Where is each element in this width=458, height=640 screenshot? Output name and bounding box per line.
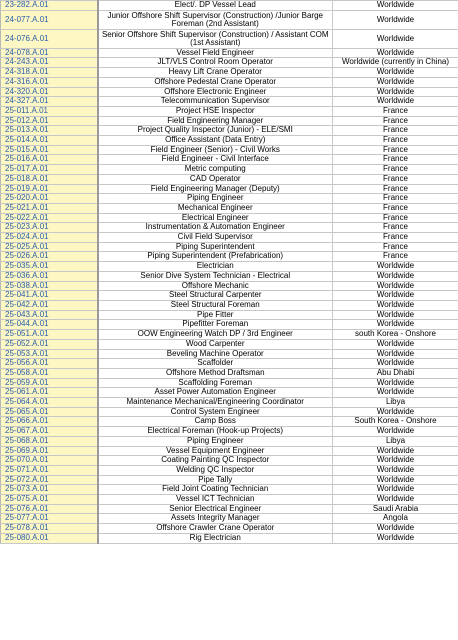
job-reference-link[interactable]: 25-021.A.01 [1,203,98,213]
job-reference-link[interactable]: 25-066.A.01 [1,417,98,427]
job-location-cell: Worldwide [333,339,458,349]
job-title-cell: Scaffolder [98,359,333,369]
job-reference-link[interactable]: 25-053.A.01 [1,349,98,359]
table-row [1,368,458,378]
job-location-cell: Worldwide [333,524,458,534]
job-reference-link[interactable]: 25-078.A.01 [1,524,98,534]
job-location-cell: Worldwide [333,378,458,388]
job-location-cell: Worldwide [333,485,458,495]
table-row [1,184,458,194]
table-row [1,533,458,543]
job-location-cell: France [333,242,458,252]
job-location-cell: south Korea - Onshore [333,330,458,340]
job-title-cell: Pipe Fitter [98,310,333,320]
job-title-cell: Control System Engineer [98,407,333,417]
job-title-cell: Elect/. DP Vessel Lead [98,1,333,11]
job-location-cell: Worldwide [333,77,458,87]
table-row [1,281,458,291]
job-location-cell: South Korea - Onshore [333,417,458,427]
job-location-cell: France [333,213,458,223]
job-location-cell: Worldwide [333,407,458,417]
job-reference-link[interactable]: 24-243.A.01 [1,58,98,68]
table-row [1,417,458,427]
job-reference-link[interactable]: 25-075.A.01 [1,495,98,505]
job-reference-link[interactable]: 25-080.A.01 [1,533,98,543]
job-location-cell: Worldwide [333,29,458,48]
job-location-cell: Worldwide [333,533,458,543]
job-reference-link[interactable]: 24-316.A.01 [1,77,98,87]
job-reference-link[interactable]: 25-013.A.01 [1,126,98,136]
job-reference-link[interactable]: 25-051.A.01 [1,330,98,340]
job-title-cell: Piping Engineer [98,194,333,204]
job-reference-link[interactable]: 25-011.A.01 [1,106,98,116]
table-row [1,378,458,388]
job-reference-link[interactable]: 25-067.A.01 [1,427,98,437]
table-row [1,359,458,369]
table-row [1,485,458,495]
job-reference-link[interactable]: 25-070.A.01 [1,456,98,466]
job-title-cell: Welding QC Inspector [98,465,333,475]
table-row [1,349,458,359]
job-location-cell: Worldwide [333,359,458,369]
job-location-cell: Saudi Arabia [333,504,458,514]
job-reference-link[interactable]: 24-327.A.01 [1,97,98,107]
job-title-cell: Telecommunication Supervisor [98,97,333,107]
job-location-cell: France [333,126,458,136]
job-reference-link[interactable]: 25-015.A.01 [1,145,98,155]
job-title-cell: Junior Offshore Shift Supervisor (Construction) /Junior Barge Foreman (2nd Assistant) [98,10,333,29]
job-reference-link[interactable]: 25-056.A.01 [1,359,98,369]
table-row [1,504,458,514]
table-row [1,291,458,301]
job-reference-link[interactable]: 24-320.A.01 [1,87,98,97]
job-location-cell: France [333,184,458,194]
table-row [1,174,458,184]
job-location-cell: Worldwide [333,320,458,330]
job-title-cell: Field Engineer (Senior) - Civil Works [98,145,333,155]
job-reference-link[interactable]: 25-017.A.01 [1,165,98,175]
table-row [1,252,458,262]
job-title-cell: Vessel Field Engineer [98,48,333,58]
table-row [1,427,458,437]
table-row [1,330,458,340]
job-title-cell: Scaffolding Foreman [98,378,333,388]
table-row [1,300,458,310]
job-location-cell: France [333,106,458,116]
job-location-cell: France [333,145,458,155]
job-reference-link[interactable]: 25-026.A.01 [1,252,98,262]
table-row [1,155,458,165]
job-title-cell: Rig Electrician [98,533,333,543]
job-title-cell: Offshore Crawler Crane Operator [98,524,333,534]
job-location-cell: Worldwide [333,271,458,281]
table-row [1,10,458,29]
table-row [1,145,458,155]
job-title-cell: Senior Offshore Shift Supervisor (Construction) / Assistant COM (1st Assistant) [98,29,333,48]
job-location-cell: France [333,165,458,175]
job-title-cell: Senior Electrical Engineer [98,504,333,514]
table-row [1,524,458,534]
table-row [1,514,458,524]
job-title-cell: Electrician [98,262,333,272]
job-title-cell: Coating Painting QC Inspector [98,456,333,466]
job-reference-link[interactable]: 25-022.A.01 [1,213,98,223]
job-location-cell: Worldwide [333,1,458,11]
job-title-cell: Project Quality Inspector (Junior) - ELE/SMI [98,126,333,136]
job-reference-link[interactable]: 25-025.A.01 [1,242,98,252]
table-row [1,436,458,446]
job-location-cell: France [333,116,458,126]
table-row [1,1,458,11]
job-title-cell: Asset Power Automation Engineer [98,388,333,398]
table-row [1,223,458,233]
job-title-cell: Project HSE Inspector [98,106,333,116]
job-reference-link[interactable]: 25-072.A.01 [1,475,98,485]
job-location-cell: Worldwide [333,97,458,107]
job-title-cell: Vessel Equipment Engineer [98,446,333,456]
job-reference-link[interactable]: 25-064.A.01 [1,398,98,408]
table-row [1,87,458,97]
job-reference-link[interactable]: 24-076.A.01 [1,29,98,48]
job-reference-link[interactable]: 25-043.A.01 [1,310,98,320]
job-title-cell: Beveling Machine Operator [98,349,333,359]
job-reference-link[interactable]: 25-042.A.01 [1,300,98,310]
job-title-cell: Piping Engineer [98,436,333,446]
job-location-cell: Worldwide [333,495,458,505]
job-title-cell: Piping Superintendent (Prefabrication) [98,252,333,262]
job-title-cell: Electrical Engineer [98,213,333,223]
job-reference-link[interactable]: 25-044.A.01 [1,320,98,330]
job-reference-link[interactable]: 25-024.A.01 [1,233,98,243]
job-location-cell: France [333,233,458,243]
job-location-cell: Worldwide [333,349,458,359]
job-title-cell: Civil Field Supervisor [98,233,333,243]
job-location-cell: Worldwide [333,446,458,456]
job-location-cell: Worldwide [333,388,458,398]
job-reference-link[interactable]: 24-078.A.01 [1,48,98,58]
job-location-cell: Worldwide [333,68,458,78]
job-title-cell: OOW Engineering Watch DP / 3rd Engineer [98,330,333,340]
table-row [1,194,458,204]
job-location-cell: Libya [333,398,458,408]
job-location-cell: Libya [333,436,458,446]
job-title-cell: Field Joint Coating Technician [98,485,333,495]
job-title-cell: Steel Structural Carpenter [98,291,333,301]
table-row [1,233,458,243]
job-location-cell: Worldwide [333,281,458,291]
table-row [1,320,458,330]
table-row [1,68,458,78]
table-row [1,262,458,272]
job-location-cell: Worldwide [333,48,458,58]
job-title-cell: Heavy Lift Crane Operator [98,68,333,78]
job-title-cell: Offshore Pedestal Crane Operator [98,77,333,87]
job-location-cell: Angola [333,514,458,524]
job-location-cell: Worldwide [333,300,458,310]
job-title-cell: Office Assistant (Data Entry) [98,136,333,146]
job-title-cell: Camp Boss [98,417,333,427]
job-table-body [1,1,458,544]
job-reference-link[interactable]: 24-318.A.01 [1,68,98,78]
job-reference-link[interactable]: 25-016.A.01 [1,155,98,165]
job-title-cell: Maintenance Mechanical/Engineering Coordinator [98,398,333,408]
job-title-cell: JLT/VLS Control Room Operator [98,58,333,68]
job-location-cell: Worldwide [333,10,458,29]
job-location-cell: Worldwide [333,291,458,301]
job-reference-link[interactable]: 25-076.A.01 [1,504,98,514]
job-location-cell: Abu Dhabi [333,368,458,378]
job-reference-link[interactable]: 23-282.A.01 [1,1,98,11]
table-row [1,58,458,68]
table-row [1,136,458,146]
job-reference-link[interactable]: 25-065.A.01 [1,407,98,417]
job-title-cell: Electrical Foreman (Hook-up Projects) [98,427,333,437]
table-row [1,126,458,136]
job-title-cell: Offshore Method Draftsman [98,368,333,378]
job-reference-link[interactable]: 25-020.A.01 [1,194,98,204]
table-row [1,29,458,48]
job-title-cell: Field Engineering Manager [98,116,333,126]
table-row [1,339,458,349]
job-title-cell: Instrumentation & Automation Engineer [98,223,333,233]
job-reference-link[interactable]: 25-014.A.01 [1,136,98,146]
job-location-cell: Worldwide [333,87,458,97]
job-reference-link[interactable]: 25-023.A.01 [1,223,98,233]
job-reference-link[interactable]: 25-068.A.01 [1,436,98,446]
job-reference-link[interactable]: 25-038.A.01 [1,281,98,291]
table-row [1,407,458,417]
table-row [1,398,458,408]
job-title-cell: Steel Structural Foreman [98,300,333,310]
table-row [1,475,458,485]
job-location-cell: France [333,136,458,146]
table-row [1,77,458,87]
job-title-cell: Wood Carpenter [98,339,333,349]
job-title-cell: CAD Operator [98,174,333,184]
job-reference-link[interactable]: 25-069.A.01 [1,446,98,456]
job-location-cell: France [333,203,458,213]
table-row [1,242,458,252]
job-reference-link[interactable]: 25-041.A.01 [1,291,98,301]
job-location-cell: Worldwide [333,262,458,272]
job-title-cell: Assets Integrity Manager [98,514,333,524]
job-reference-link[interactable]: 25-071.A.01 [1,465,98,475]
job-location-cell: Worldwide (currently in China) [333,58,458,68]
job-reference-link[interactable]: 25-058.A.01 [1,368,98,378]
job-title-cell: Piping Superintendent [98,242,333,252]
job-reference-link[interactable]: 25-077.A.01 [1,514,98,524]
table-row [1,97,458,107]
job-location-cell: Worldwide [333,475,458,485]
job-reference-link[interactable]: 25-061.A.01 [1,388,98,398]
table-row [1,213,458,223]
job-location-cell: Worldwide [333,310,458,320]
table-row [1,495,458,505]
job-reference-link[interactable]: 25-052.A.01 [1,339,98,349]
job-location-cell: Worldwide [333,427,458,437]
table-row [1,48,458,58]
table-row [1,203,458,213]
table-row [1,456,458,466]
job-location-cell: Worldwide [333,465,458,475]
job-title-cell: Vessel ICT Technician [98,495,333,505]
job-title-cell: Pipefitter Foreman [98,320,333,330]
table-row [1,165,458,175]
job-title-cell: Field Engineering Manager (Deputy) [98,184,333,194]
job-location-cell: France [333,252,458,262]
job-reference-link[interactable]: 25-036.A.01 [1,271,98,281]
table-row [1,106,458,116]
job-location-cell: France [333,155,458,165]
job-reference-link[interactable]: 25-019.A.01 [1,184,98,194]
job-location-cell: France [333,194,458,204]
job-reference-link[interactable]: 25-035.A.01 [1,262,98,272]
table-row [1,271,458,281]
table-row [1,310,458,320]
table-row [1,446,458,456]
job-reference-link[interactable]: 25-073.A.01 [1,485,98,495]
job-title-cell: Offshore Electronic Engineer [98,87,333,97]
job-title-cell: Mechanical Engineer [98,203,333,213]
job-location-cell: Worldwide [333,456,458,466]
job-location-cell: France [333,223,458,233]
job-reference-link[interactable]: 25-018.A.01 [1,174,98,184]
job-title-cell: Metric computing [98,165,333,175]
job-title-cell: Pipe Tally [98,475,333,485]
job-title-cell: Offshore Mechanic [98,281,333,291]
job-title-cell: Field Engineer - Civil Interface [98,155,333,165]
table-row [1,116,458,126]
job-reference-link[interactable]: 25-059.A.01 [1,378,98,388]
job-location-cell: France [333,174,458,184]
job-title-cell: Senior Dive System Technician - Electrical [98,271,333,281]
table-row [1,388,458,398]
job-reference-link[interactable]: 25-012.A.01 [1,116,98,126]
job-reference-link[interactable]: 24-077.A.01 [1,10,98,29]
table-row [1,465,458,475]
